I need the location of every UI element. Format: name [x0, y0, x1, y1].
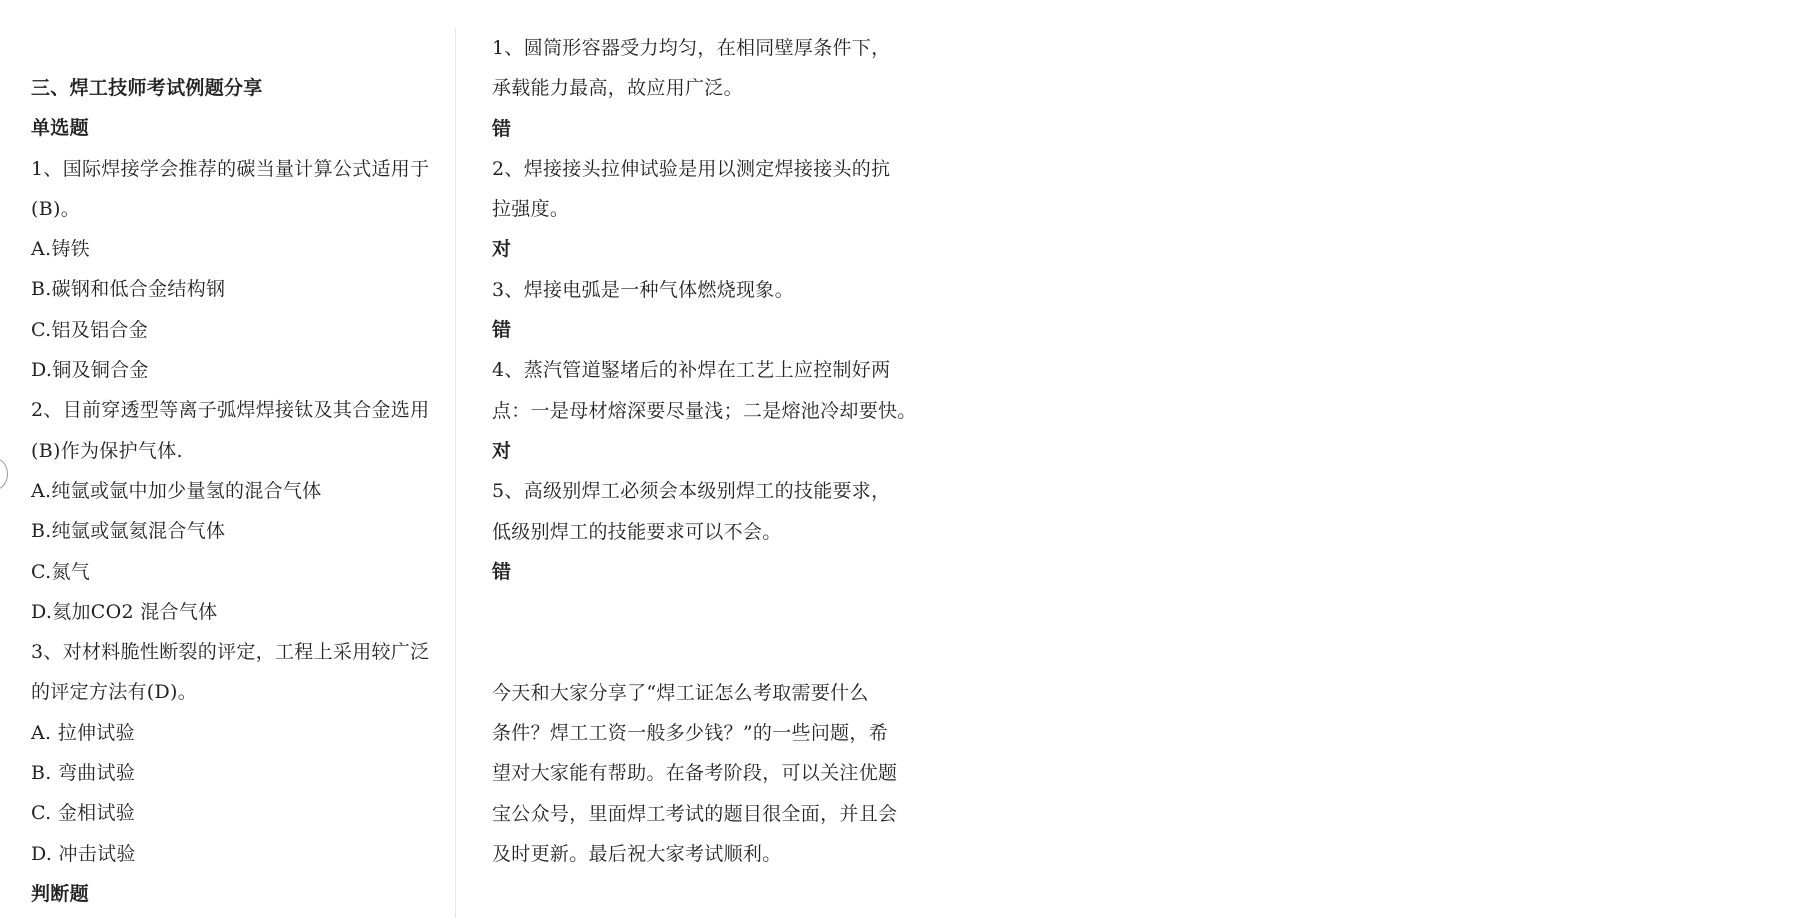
question-3-option-b: B. 弯曲试验	[31, 762, 136, 785]
closing-paragraph-line-4: 宝公众号，里面焊工考试的题目很全面，并且会	[492, 802, 898, 825]
question-1-option-b: B.碳钢和低合金结构钢	[31, 278, 226, 301]
question-1-option-c: C.铝及铝合金	[31, 318, 149, 341]
right-column	[492, 28, 932, 874]
judgment-3-answer: 错	[492, 319, 512, 342]
judgment-4-text: 4、蒸汽管道鋻堵后的补焊在工艺上应控制好两	[492, 359, 891, 382]
judgment-1-answer: 错	[492, 117, 512, 140]
judgment-2-text: 2、焊接接头拉伸试验是用以测定焊接接头的抗	[492, 157, 891, 180]
judgment-1-text: 1、圆筒形容器受力均匀，在相同壁厚条件下，	[492, 37, 891, 59]
judgment-2-answer: 对	[492, 238, 512, 261]
judgment-5-answer: 错	[492, 560, 512, 583]
closing-paragraph-line-2: 条件？焊工工资一般多少钱？”的一些问题，希	[492, 722, 889, 745]
question-2-text: 2、目前穿透型等离子弧焊焊接钛及其合金选用	[31, 399, 430, 422]
judgment-4-answer: 对	[492, 439, 512, 462]
judgment-1-text-cont: 承载能力最高，故应用广泛。	[492, 77, 743, 100]
question-1-text-cont: (B)。	[31, 197, 80, 220]
judgment-heading: 判断题	[31, 882, 89, 905]
judgment-5-text: 5、高级别焊工必须会本级别焊工的技能要求，	[492, 480, 891, 503]
judgment-5-text-cont: 低级别焊工的技能要求可以不会。	[492, 520, 782, 543]
question-3-option-c: C. 金相试验	[31, 802, 136, 825]
question-3-option-a: A. 拉伸试验	[31, 721, 135, 744]
question-2-option-c: C.氮气	[31, 560, 91, 583]
left-column	[31, 68, 431, 914]
question-1-text: 1、国际焊接学会推荐的碳当量计算公式适用于	[31, 157, 430, 180]
question-3-option-d: D. 冲击试验	[31, 842, 136, 865]
question-2-text-cont: (B)作为保护气体.	[31, 439, 183, 462]
question-1-option-d: D.铜及铜合金	[31, 359, 149, 382]
closing-paragraph-line-5: 及时更新。最后祝大家考试顺利。	[492, 842, 782, 865]
section-title: 三、焊工技师考试例题分享	[31, 77, 263, 99]
question-1-option-a: A.铸铁	[31, 238, 90, 261]
question-2-option-d: D.氦加CO2 混合气体	[31, 600, 218, 623]
judgment-2-text-cont: 拉强度。	[492, 198, 570, 221]
question-2-option-a: A.纯氩或氩中加少量氢的混合气体	[31, 479, 322, 502]
column-divider	[455, 28, 456, 918]
judgment-4-text-cont: 点：一是母材熔深要尽量浅；二是熔池冷却要快。	[492, 399, 917, 422]
question-2-option-b: B.纯氩或氩氦混合气体	[31, 520, 226, 543]
closing-paragraph-line-1: 今天和大家分享了“焊工证怎么考取需要什么	[492, 681, 869, 704]
closing-paragraph-line-3: 望对大家能有帮助。在备考阶段，可以关注优题	[492, 762, 898, 785]
edge-circle-marker	[0, 458, 8, 490]
question-3-text: 3、对材料脆性断裂的评定，工程上采用较广泛	[31, 641, 430, 664]
question-3-text-cont: 的评定方法有(D)。	[31, 681, 198, 704]
paragraph-spacer	[492, 592, 932, 673]
single-choice-heading: 单选题	[31, 117, 89, 140]
judgment-3-text: 3、焊接电弧是一种气体燃烧现象。	[492, 278, 794, 301]
